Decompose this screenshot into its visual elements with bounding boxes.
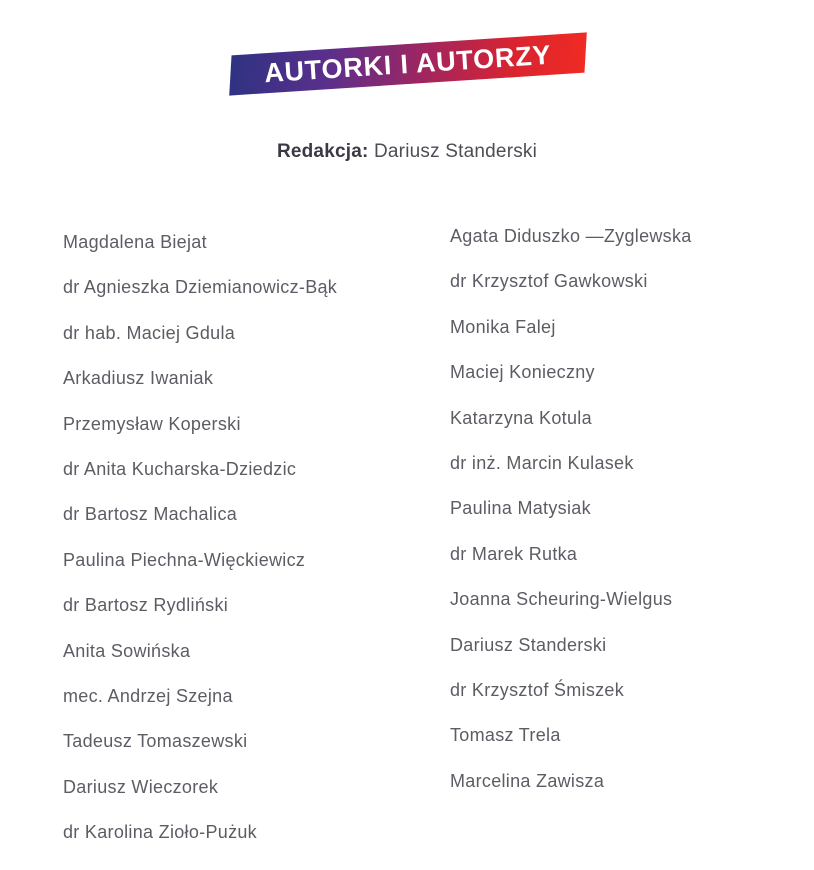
editor-name: Dariusz Standerski (368, 141, 538, 162)
banner-title: AUTORKI I AUTORZY (263, 39, 553, 88)
author-name: Tadeusz Tomaszewski (63, 731, 248, 752)
author-name: Dariusz Standerski (450, 634, 607, 655)
author-name: dr Krzysztof Śmiszek (450, 679, 625, 700)
author-name: mec. Andrzej Szejna (63, 685, 233, 706)
author-name: Dariusz Wieczorek (63, 776, 219, 797)
author-name: Paulina Piechna-Więckiewicz (63, 549, 306, 570)
authors-banner (229, 32, 587, 95)
author-name: Przemysław Koperski (63, 413, 241, 434)
author-name: Agata Diduszko —Zyglewska (450, 226, 692, 246)
author-name: dr Agnieszka Dziemianowicz-Bąk (63, 277, 338, 298)
author-name: dr Bartosz Machalica (63, 504, 238, 525)
author-name: dr Krzysztof Gawkowski (450, 271, 648, 292)
author-name: Arkadiusz Iwaniak (63, 368, 214, 389)
editor-line (0, 141, 814, 163)
authors-list-left (63, 233, 433, 868)
author-name: Magdalena Biejat (63, 232, 207, 252)
author-name: Katarzyna Kotula (450, 407, 592, 428)
author-name: Joanna Scheuring-Wielgus (450, 589, 673, 610)
author-name: Tomasz Trela (450, 725, 561, 746)
author-name: dr Bartosz Rydliński (63, 595, 229, 616)
author-name: Paulina Matysiak (450, 498, 591, 519)
author-name: Marcelina Zawisza (450, 770, 605, 791)
author-name: Maciej Konieczny (450, 362, 595, 383)
author-name: dr Anita Kucharska-Dziedzic (63, 458, 297, 479)
authors-list-right (450, 227, 790, 817)
author-name: dr inż. Marcin Kulasek (450, 452, 634, 473)
author-name: dr Marek Rutka (450, 543, 578, 564)
author-name: dr Karolina Zioło-Pużuk (63, 822, 257, 843)
author-name: Anita Sowińska (63, 640, 191, 661)
author-name: dr hab. Maciej Gdula (63, 322, 236, 343)
author-name: Monika Falej (450, 316, 556, 337)
editor-label: Redakcja: (276, 141, 369, 162)
